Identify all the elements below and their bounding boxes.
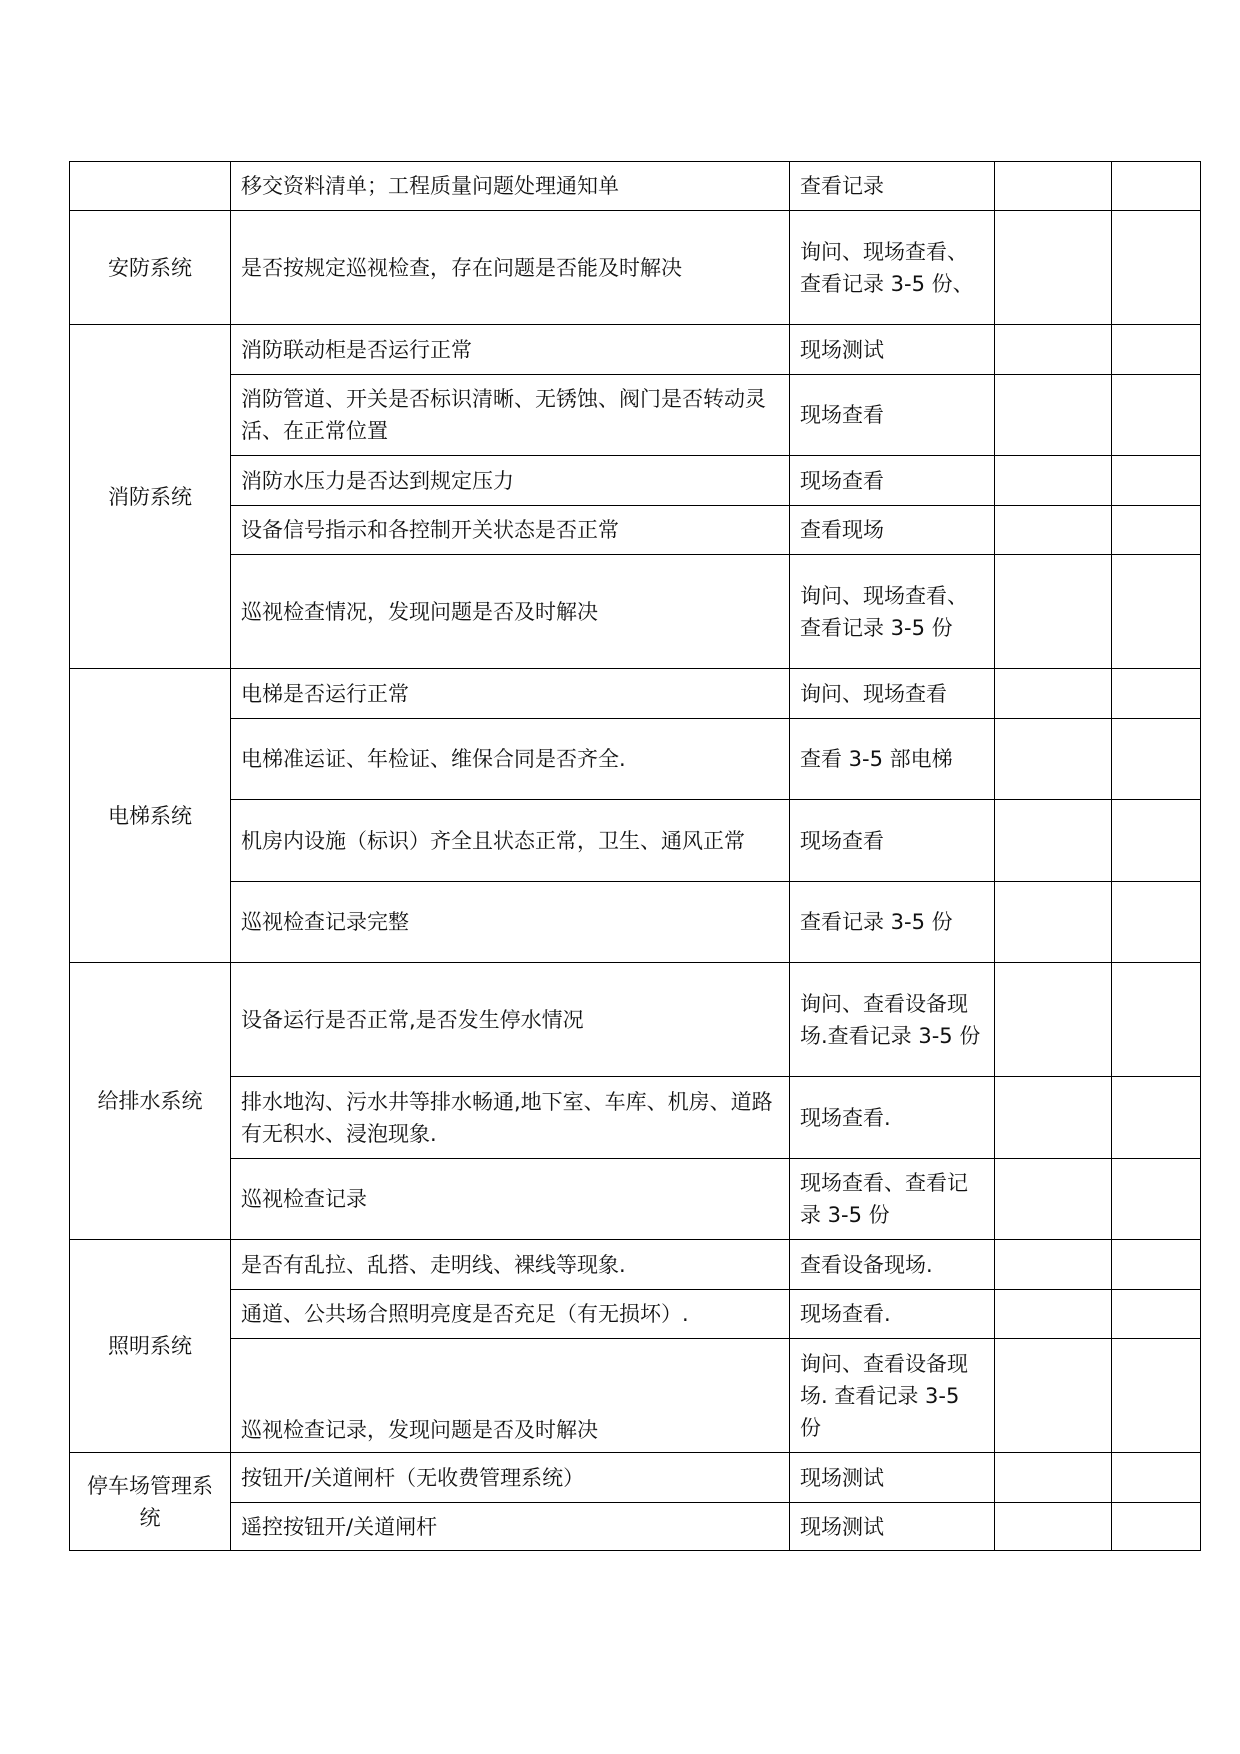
system-cell: 消防系统: [70, 325, 231, 669]
method-cell: 询问、现场查看、查看记录 3-5 份: [790, 555, 995, 669]
method-cell: 现场查看.: [790, 1290, 995, 1339]
system-cell: [70, 162, 231, 211]
method-cell: 查看现场: [790, 506, 995, 555]
table-row: [70, 456, 1201, 506]
blank-cell: [1112, 375, 1201, 456]
blank-cell: [995, 1240, 1112, 1290]
check-item-cell: 移交资料清单；工程质量问题处理通知单: [231, 162, 790, 211]
blank-cell: [1112, 1240, 1201, 1290]
table-row: [70, 963, 1201, 1077]
check-item-cell: 遥控按钮开/关道闸杆: [231, 1503, 790, 1551]
table-row: [70, 375, 1201, 456]
blank-cell: [1112, 1339, 1201, 1453]
blank-cell: [995, 719, 1112, 800]
blank-cell: [995, 963, 1112, 1077]
check-item-cell: 是否有乱拉、乱搭、走明线、裸线等现象.: [231, 1240, 790, 1290]
blank-cell: [1112, 669, 1201, 719]
table-row: [70, 1503, 1201, 1551]
check-item-cell: 电梯准运证、年检证、维保合同是否齐全.: [231, 719, 790, 800]
blank-cell: [1112, 1290, 1201, 1339]
blank-cell: [1112, 719, 1201, 800]
blank-cell: [995, 211, 1112, 325]
blank-cell: [1112, 882, 1201, 963]
blank-cell: [995, 1453, 1112, 1503]
table-row: [70, 325, 1201, 375]
table-row: [70, 1077, 1201, 1159]
blank-cell: [1112, 1159, 1201, 1240]
blank-cell: [995, 555, 1112, 669]
table-row: [70, 555, 1201, 669]
blank-cell: [995, 1290, 1112, 1339]
method-cell: 现场查看: [790, 375, 995, 456]
blank-cell: [995, 325, 1112, 375]
method-cell: 查看记录 3-5 份: [790, 882, 995, 963]
method-cell: 查看设备现场.: [790, 1240, 995, 1290]
method-cell: 现场测试: [790, 1503, 995, 1551]
check-item-cell: 是否按规定巡视检查，存在问题是否能及时解决: [231, 211, 790, 325]
check-item-cell: 机房内设施（标识）齐全且状态正常，卫生、通风正常: [231, 800, 790, 882]
table-row: [70, 1453, 1201, 1503]
table-row: [70, 1290, 1201, 1339]
check-item-cell: 巡视检查记录，发现问题是否及时解决: [231, 1339, 790, 1453]
inspection-table: [69, 161, 1201, 1551]
check-item-cell: 电梯是否运行正常: [231, 669, 790, 719]
method-cell: 现场查看: [790, 456, 995, 506]
blank-cell: [1112, 506, 1201, 555]
check-item-cell: 设备运行是否正常,是否发生停水情况: [231, 963, 790, 1077]
method-cell: 询问、查看设备现场.查看记录 3-5 份: [790, 963, 995, 1077]
system-cell: 停车场管理系统: [70, 1453, 231, 1551]
table-row: [70, 1240, 1201, 1290]
method-cell: 现场查看: [790, 800, 995, 882]
method-cell: 询问、查看设备现场. 查看记录 3-5 份: [790, 1339, 995, 1453]
method-cell: 查看 3-5 部电梯: [790, 719, 995, 800]
method-cell: 现场测试: [790, 1453, 995, 1503]
table-row: [70, 162, 1201, 211]
blank-cell: [995, 162, 1112, 211]
method-cell: 查看记录: [790, 162, 995, 211]
system-cell: 给排水系统: [70, 963, 231, 1240]
check-item-cell: 排水地沟、污水井等排水畅通,地下室、车库、机房、道路有无积水、浸泡现象.: [231, 1077, 790, 1159]
blank-cell: [995, 669, 1112, 719]
system-cell: 照明系统: [70, 1240, 231, 1453]
blank-cell: [1112, 325, 1201, 375]
blank-cell: [995, 1503, 1112, 1551]
blank-cell: [995, 506, 1112, 555]
blank-cell: [1112, 211, 1201, 325]
blank-cell: [995, 800, 1112, 882]
table-row: [70, 1339, 1201, 1453]
check-item-cell: 巡视检查记录: [231, 1159, 790, 1240]
table-row: [70, 211, 1201, 325]
system-cell: 安防系统: [70, 211, 231, 325]
blank-cell: [1112, 1077, 1201, 1159]
blank-cell: [995, 882, 1112, 963]
method-cell: 现场测试: [790, 325, 995, 375]
blank-cell: [1112, 162, 1201, 211]
check-item-cell: 巡视检查情况，发现问题是否及时解决: [231, 555, 790, 669]
blank-cell: [995, 1339, 1112, 1453]
blank-cell: [995, 375, 1112, 456]
blank-cell: [1112, 963, 1201, 1077]
blank-cell: [1112, 555, 1201, 669]
table-row: [70, 506, 1201, 555]
blank-cell: [1112, 800, 1201, 882]
check-item-cell: 通道、公共场合照明亮度是否充足（有无损坏）.: [231, 1290, 790, 1339]
method-cell: 现场查看、查看记录 3-5 份: [790, 1159, 995, 1240]
table-row: [70, 719, 1201, 800]
check-item-cell: 按钮开/关道闸杆（无收费管理系统）: [231, 1453, 790, 1503]
system-cell: 电梯系统: [70, 669, 231, 963]
method-cell: 现场查看.: [790, 1077, 995, 1159]
check-item-cell: 消防管道、开关是否标识清晰、无锈蚀、阀门是否转动灵活、在正常位置: [231, 375, 790, 456]
table-row: [70, 882, 1201, 963]
table-row: [70, 800, 1201, 882]
check-item-cell: 消防联动柜是否运行正常: [231, 325, 790, 375]
check-item-cell: 消防水压力是否达到规定压力: [231, 456, 790, 506]
table-row: [70, 1159, 1201, 1240]
method-cell: 询问、现场查看: [790, 669, 995, 719]
check-item-cell: 设备信号指示和各控制开关状态是否正常: [231, 506, 790, 555]
blank-cell: [1112, 1453, 1201, 1503]
table-row: [70, 669, 1201, 719]
blank-cell: [995, 456, 1112, 506]
blank-cell: [1112, 1503, 1201, 1551]
check-item-cell: 巡视检查记录完整: [231, 882, 790, 963]
blank-cell: [995, 1077, 1112, 1159]
blank-cell: [995, 1159, 1112, 1240]
blank-cell: [1112, 456, 1201, 506]
method-cell: 询问、现场查看、查看记录 3-5 份、: [790, 211, 995, 325]
